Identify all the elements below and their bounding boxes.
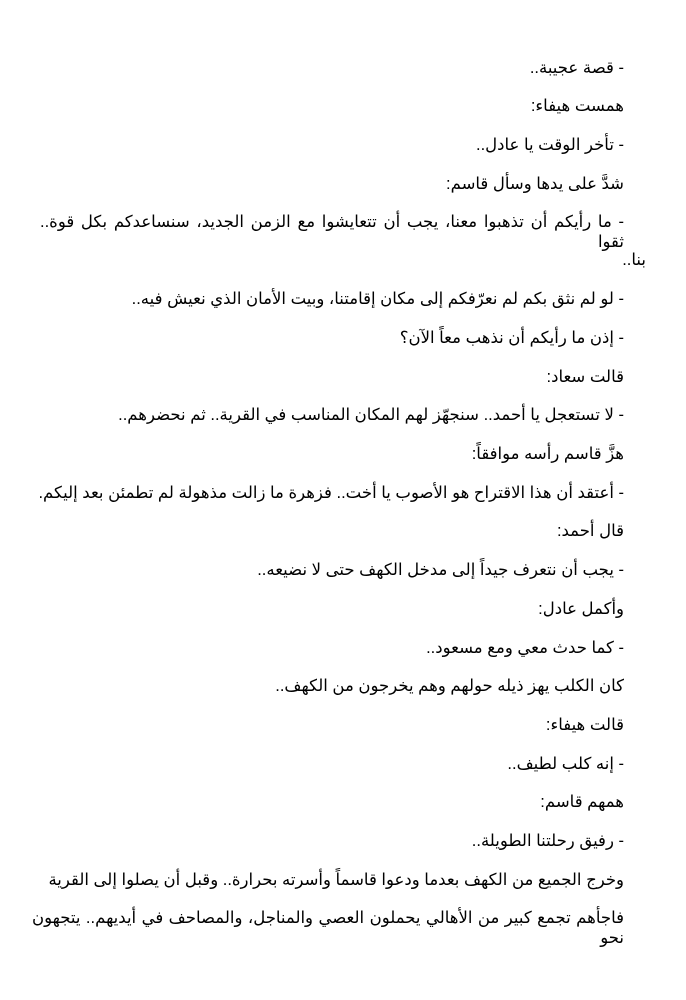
text-line: همهم قاسم: bbox=[540, 793, 624, 811]
text-line: - إنه كلب لطيف.. bbox=[507, 755, 624, 773]
text-line: - أعتقد أن هذا الاقتراح هو الأصوب يا أخت.. فزهرة ما زالت مذهولة لم تطمئن بعد إليكم. bbox=[38, 484, 624, 502]
text-line: هزَّ قاسم رأسه موافقاً: bbox=[471, 445, 624, 463]
text-line: وخرج الجميع من الكهف بعدما ودعوا قاسماً وأسرته بحرارة.. وقبل أن يصلوا إلى القرية bbox=[48, 871, 624, 889]
text-line: كان الكلب يهز ذيله حولهم وهم يخرجون من الكهف.. bbox=[275, 677, 624, 695]
text-line: - ما رأيكم أن تذهبوا معنا، يجب أن تتعايشوا مع الزمن الجديد، سنساعدكم بكل قوة.. ثقوا bbox=[40, 213, 624, 251]
text-line: - قصة عجيبة.. bbox=[529, 59, 624, 77]
text-line: قالت سعاد: bbox=[546, 368, 624, 386]
text-line: - لو لم نثق بكم لم نعرّفكم إلى مكان إقامتنا، وبيت الأمان الذي نعيش فيه.. bbox=[131, 290, 624, 308]
text-line: همست هيفاء: bbox=[530, 97, 624, 115]
text-line: - يجب أن نتعرف جيداً إلى مدخل الكهف حتى لا نضيعه.. bbox=[257, 561, 624, 579]
text-line: - كما حدث معي ومع مسعود.. bbox=[426, 639, 624, 657]
text-line: فاجأهم تجمع كبير من الأهالي يحملون العصي والمناجل، والمصاحف في أيديهم.. يتجهون نحو bbox=[32, 909, 624, 947]
text-line: بنا.. bbox=[622, 251, 646, 269]
text-line: قال أحمد: bbox=[556, 522, 624, 540]
text-line: وأكمل عادل: bbox=[538, 600, 624, 618]
text-line: - رفيق رحلتنا الطويلة.. bbox=[471, 832, 624, 850]
text-line: - إذن ما رأيكم أن نذهب معاً الآن؟ bbox=[399, 329, 624, 347]
text-line: قالت هيفاء: bbox=[545, 716, 624, 734]
text-line: - لا تستعجل يا أحمد.. سنجهّز لهم المكان المناسب في القرية.. ثم نحضرهم.. bbox=[118, 406, 624, 424]
text-line: شدَّ على يدها وسأل قاسم: bbox=[446, 175, 624, 193]
text-line: - تأخر الوقت يا عادل.. bbox=[476, 136, 624, 154]
